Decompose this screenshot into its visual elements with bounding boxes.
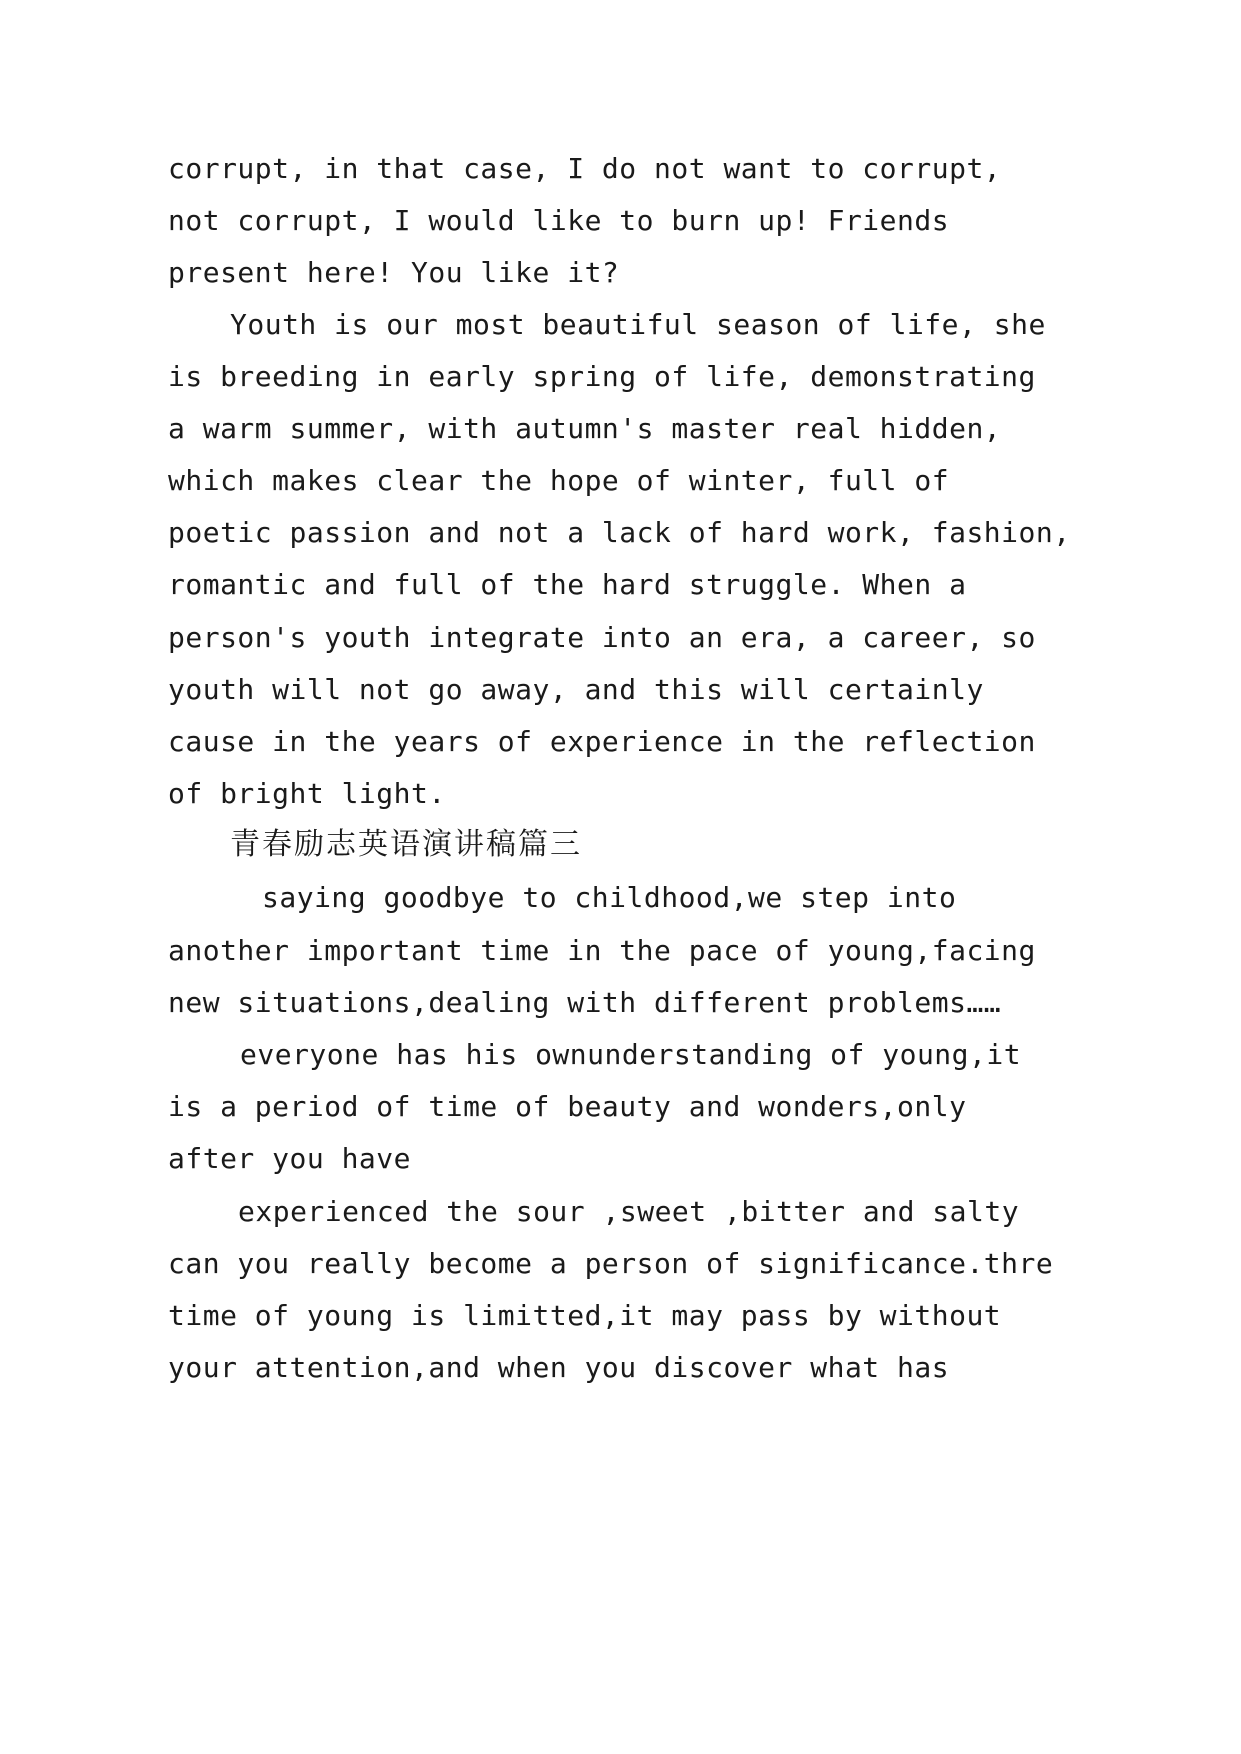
text-line-content: is a period of time of beauty and wonders,only (168, 1090, 967, 1123)
text-line-content: a warm summer, with autumn's master real hidden, (168, 412, 1002, 445)
text-line-content: not corrupt, I would like to burn up! Friends (168, 204, 950, 237)
text-line (168, 152, 1002, 186)
text-line-content: saying goodbye to childhood,we step into (262, 881, 957, 914)
section-heading (230, 828, 630, 862)
text-line (240, 1038, 1022, 1072)
text-line-content: of bright light. (168, 777, 446, 810)
text-line (262, 881, 957, 915)
section-heading-text: 青春励志英语演讲稿篇三 (230, 827, 582, 862)
text-line (168, 412, 1002, 446)
text-line (168, 1090, 967, 1124)
text-line-content: time of young is limitted,it may pass by without (168, 1299, 1002, 1332)
text-line (238, 1195, 1020, 1229)
text-line (168, 934, 1036, 968)
text-line (168, 621, 1036, 655)
text-line (168, 360, 1036, 394)
text-line-content: another important time in the pace of young,facing (168, 934, 1036, 967)
text-line-content: everyone has his ownunderstanding of young,it (240, 1038, 1022, 1071)
text-line-content: after you have (168, 1142, 412, 1175)
text-line-content: romantic and full of the hard struggle. When a (168, 568, 967, 601)
text-line (168, 1299, 1002, 1333)
text-line-content: new situations,dealing with different problems…… (168, 986, 1002, 1019)
text-line (230, 308, 1046, 342)
text-line-content: which makes clear the hope of winter, full of (168, 464, 950, 497)
text-line-content: can you really become a person of significance.thre (168, 1247, 1054, 1280)
text-line-content: person's youth integrate into an era, a career, so (168, 621, 1036, 654)
text-line (168, 777, 940, 811)
text-line (168, 256, 940, 290)
text-line (168, 1142, 940, 1176)
text-line (168, 204, 950, 238)
text-line (168, 516, 1071, 550)
text-line (168, 725, 1036, 759)
text-line-content: corrupt, in that case, I do not want to corrupt, (168, 152, 1002, 185)
text-line-content: your attention,and when you discover what has (168, 1351, 950, 1384)
text-line (168, 1351, 950, 1385)
text-line (168, 568, 967, 602)
text-line (168, 464, 950, 498)
text-line-content: Youth is our most beautiful season of life, she (230, 308, 1046, 341)
text-line-content: experienced the sour ,sweet ,bitter and salty (238, 1195, 1020, 1228)
text-line-content: is breeding in early spring of life, demonstrating (168, 360, 1036, 393)
text-line-content: present here! You like it? (168, 256, 620, 289)
text-line (168, 986, 1002, 1020)
text-line (168, 673, 984, 707)
text-line-content: cause in the years of experience in the reflection (168, 725, 1036, 758)
text-line (168, 1247, 1054, 1281)
text-line-content: youth will not go away, and this will certainly (168, 673, 984, 706)
text-line-content: poetic passion and not a lack of hard work, fashion, (168, 516, 1071, 549)
